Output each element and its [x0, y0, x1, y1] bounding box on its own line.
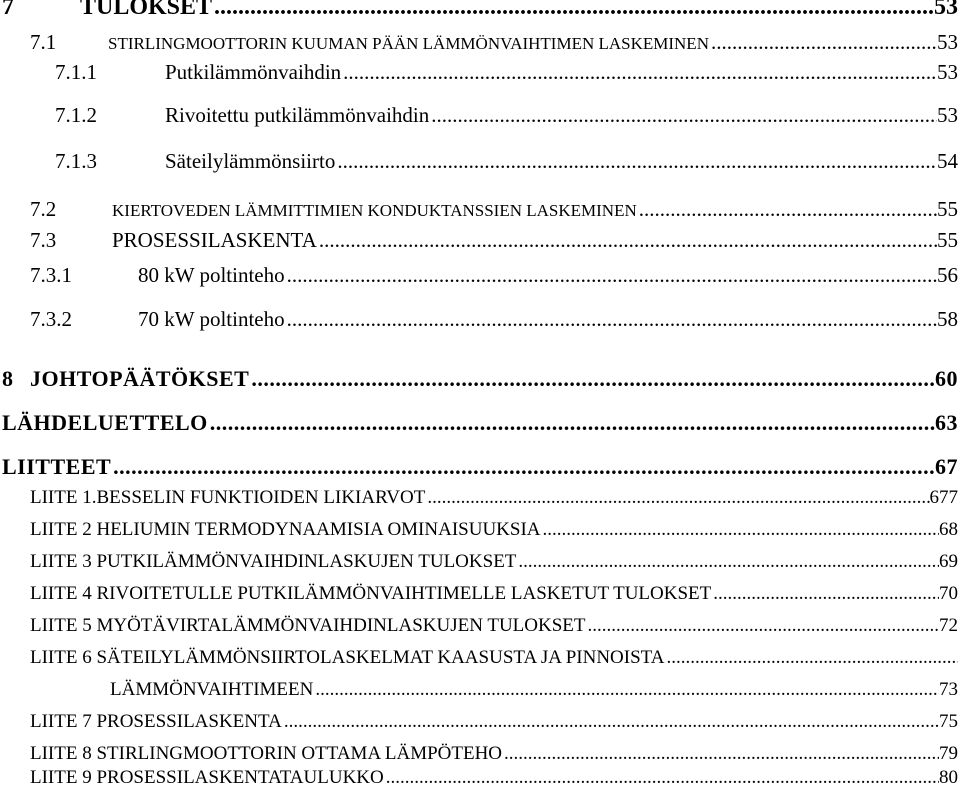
toc-page: 53: [934, 0, 958, 20]
toc-page: 80: [939, 767, 958, 788]
toc-leader: [588, 615, 939, 637]
toc-leader: [518, 551, 939, 573]
toc-title: STIRLINGMOOTTORIN KUUMAN PÄÄN LÄMMÖNVAIHTIMEN LASKEMINEN: [108, 34, 709, 53]
toc-number: 7.1.1: [55, 60, 97, 84]
toc-title: LIITE 6 SÄTEILYLÄMMÖNSIIRTOLASKELMAT KAASUSTA JA PINNOISTA: [30, 647, 665, 668]
toc-leader: [315, 679, 939, 701]
toc-page: 60: [935, 366, 958, 391]
toc-entry-ch8[interactable]: [2, 366, 958, 392]
toc-title: 70 kW poltinteho: [138, 307, 285, 331]
toc-title: LIITE 7 PROSESSILASKENTA: [30, 711, 282, 732]
toc-title: LIITTEET: [2, 454, 112, 479]
toc-page: 677: [929, 487, 958, 508]
toc-title: JOHTOPÄÄTÖKSET: [30, 366, 250, 391]
toc-page: 69: [939, 551, 958, 572]
toc-page: 63: [935, 410, 958, 435]
toc-entry-references[interactable]: [2, 410, 958, 436]
toc-leader: [287, 307, 937, 332]
toc-number: 7.1.2: [55, 103, 97, 127]
toc-title: Rivoitettu putkilämmönvaihdin: [165, 103, 430, 127]
toc-page: 53: [937, 30, 958, 54]
toc-number: 7: [2, 0, 14, 20]
toc-leader: [319, 228, 937, 253]
toc-leader: [543, 519, 939, 541]
toc-page: 56: [937, 263, 958, 287]
toc-entry-appendix-4[interactable]: [30, 583, 958, 605]
toc-leader: [431, 103, 937, 128]
toc-page: 75: [939, 711, 958, 732]
toc-leader: [337, 149, 937, 174]
toc-leader: [343, 60, 937, 85]
toc-leader: [713, 583, 939, 605]
toc-number: 7.3.2: [30, 307, 72, 331]
toc-entry-7-1-1[interactable]: [55, 60, 958, 85]
toc-title: LÄHDELUETTELO: [2, 410, 208, 435]
toc-entry-appendix-1[interactable]: [30, 487, 958, 509]
toc-page: 67: [935, 454, 958, 479]
toc-entry-7-1-3[interactable]: [55, 149, 958, 174]
toc-entry-7-3-1[interactable]: [30, 263, 958, 288]
toc-leader: [666, 647, 958, 669]
toc-leader: [113, 454, 935, 480]
toc-entry-appendices[interactable]: [2, 454, 958, 480]
toc-page: 70: [939, 583, 958, 604]
toc-title: LIITE 9 PROSESSILASKENTATAULUKKO: [30, 767, 384, 788]
toc-title: PROSESSILASKENTA: [112, 228, 317, 252]
toc-number: 7.2: [30, 197, 57, 221]
toc-title: KIERTOVEDEN LÄMMITTIMIEN KONDUKTANSSIEN LASKEMINEN: [112, 201, 637, 220]
toc-entry-7-3-2[interactable]: [30, 307, 958, 332]
toc-page: 72: [939, 615, 958, 636]
toc-title: LIITE 5 MYÖTÄVIRTALÄMMÖNVAIHDINLASKUJEN TULOKSET: [30, 615, 586, 636]
toc-entry-7-1-2[interactable]: [55, 103, 958, 128]
toc-page: 55: [937, 228, 958, 252]
toc-entry-appendix-6[interactable]: [30, 647, 958, 669]
toc-page: 54: [937, 149, 958, 173]
toc-title: LIITE 3 PUTKILÄMMÖNVAIHDINLASKUJEN TULOKSET: [30, 551, 517, 572]
toc-title: LÄMMÖNVAIHTIMEEN: [110, 679, 314, 700]
toc-number: 7.1: [30, 30, 57, 54]
toc-leader: [251, 366, 935, 392]
toc-entry-7-2[interactable]: [30, 197, 958, 222]
toc-number: 7.1.3: [55, 149, 97, 173]
toc-leader: [287, 263, 937, 288]
toc-entry-7-1[interactable]: [30, 30, 958, 55]
toc-page: 58: [937, 307, 958, 331]
toc-entry-7-3[interactable]: [30, 228, 958, 253]
toc-leader: [504, 743, 939, 765]
toc-title: LIITE 2 HELIUMIN TERMODYNAAMISIA OMINAISUUKSIA: [30, 519, 541, 540]
toc-leader: [711, 30, 937, 55]
toc-entry-appendix-8[interactable]: [30, 743, 958, 765]
toc-title: LIITE 1.BESSELIN FUNKTIOIDEN LIKIARVOT: [30, 487, 426, 508]
toc-page: 53: [937, 103, 958, 127]
toc-entry-appendix-5[interactable]: [30, 615, 958, 637]
toc-entry-appendix-7[interactable]: [30, 711, 958, 733]
toc-title: LIITE 4 RIVOITETULLE PUTKILÄMMÖNVAIHTIMELLE LASKETUT TULOKSET: [30, 583, 712, 604]
toc-number: 7.3: [30, 228, 57, 252]
toc-title: TULOKSET: [80, 0, 213, 20]
toc-leader: [427, 487, 929, 509]
toc-page: 68: [939, 519, 958, 540]
toc-entry-appendix-3[interactable]: [30, 551, 958, 573]
toc-title: 80 kW poltinteho: [138, 263, 285, 287]
toc-number: 8: [2, 366, 14, 391]
toc-title: LIITE 8 STIRLINGMOOTTORIN OTTAMA LÄMPÖTEHO: [30, 743, 503, 764]
toc-entry-ch7[interactable]: [2, 0, 958, 21]
toc-entry-appendix-9[interactable]: [30, 767, 958, 789]
toc-title: Putkilämmönvaihdin: [165, 60, 342, 84]
toc-leader: [639, 197, 937, 222]
toc-leader: [284, 711, 939, 733]
toc-leader: [386, 767, 939, 789]
toc-entry-appendix-2[interactable]: [30, 519, 958, 541]
toc-page: 73: [939, 679, 958, 700]
toc-number: 7.3.1: [30, 263, 72, 287]
toc-page: 55: [937, 197, 958, 221]
toc-title: Säteilylämmönsiirto: [165, 149, 336, 173]
toc-page: 53: [937, 60, 958, 84]
toc-leader: [210, 410, 935, 436]
toc-leader: [214, 0, 934, 21]
toc-entry-appendix-6-cont[interactable]: [110, 679, 958, 701]
toc-page: 79: [939, 743, 958, 764]
